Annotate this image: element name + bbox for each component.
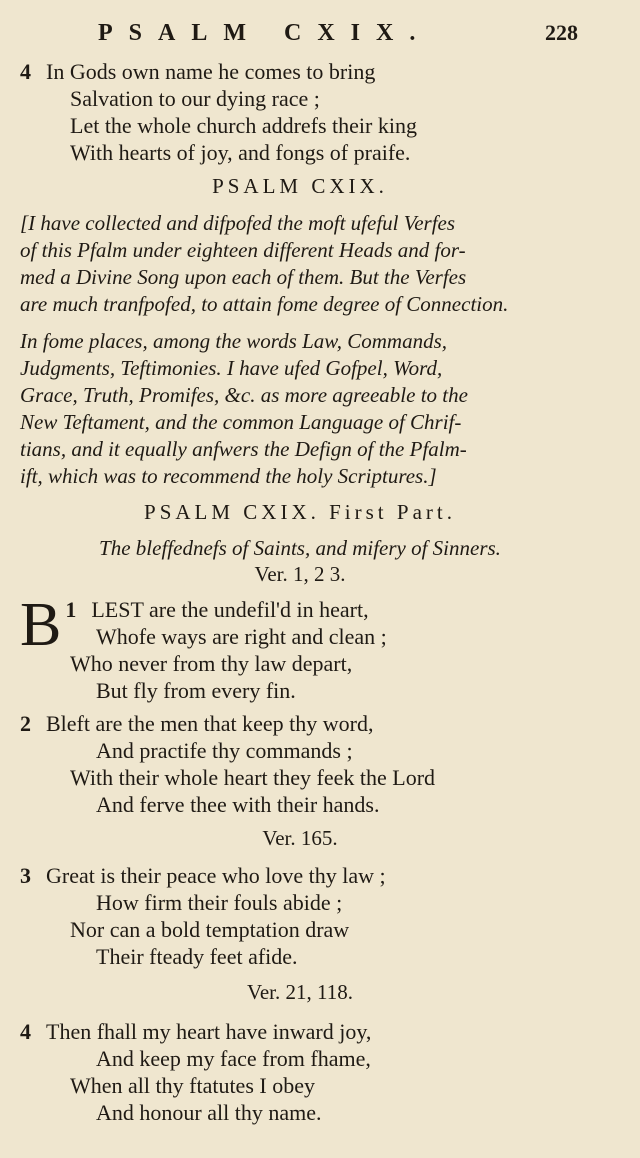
note-line: [I have collected and difpofed the moft ufeful Verfes — [20, 211, 456, 235]
stanza-top — [20, 58, 580, 166]
verse-line: Their fteady feet afide. — [96, 944, 298, 969]
verse-line: And honour all thy name. — [96, 1100, 322, 1125]
stanza-number: 4 — [20, 59, 31, 84]
verse-reference-3: Ver. 21, 118. — [247, 980, 353, 1004]
verse-line: Whofe ways are right and clean ; — [96, 624, 387, 649]
verse-line: Salvation to our dying race ; — [70, 86, 320, 111]
page-header — [0, 20, 640, 50]
page-number: 228 — [545, 20, 578, 45]
note-line: In fome places, among the words Law, Commands, — [20, 329, 447, 353]
running-head: PSALM CXIX. — [98, 20, 432, 46]
verse-reference-2: Ver. 165. — [262, 826, 338, 850]
verse-line: How firm their fouls abide ; — [96, 890, 343, 915]
verse-line: And practife thy commands ; — [96, 738, 353, 763]
psalm-subtitle: The bleffednefs of Saints, and mifery of Sinners. — [99, 536, 501, 560]
editor-note-2 — [20, 328, 580, 490]
verse-line: Nor can a bold temptation draw — [70, 917, 350, 942]
verse-line: With their whole heart they feek the Lord — [70, 765, 436, 790]
stanza-number: 1 — [65, 597, 77, 622]
verse-line: Let the whole church addrefs their king — [70, 113, 417, 138]
verse-line: Bleft are the men that keep thy word, — [46, 711, 374, 736]
note-line: Grace, Truth, Promifes, &c. as more agreeable to the — [20, 383, 468, 407]
verse-line: Then fhall my heart have inward joy, — [46, 1019, 372, 1044]
psalm-title-1: PSALM CXIX. — [212, 174, 388, 198]
stanza-number: 3 — [20, 863, 31, 888]
note-line: med a Divine Song upon each of them. But the Verfes — [20, 265, 467, 289]
stanza-number: 2 — [20, 711, 31, 736]
verse-reference-1: Ver. 1, 2 3. — [254, 562, 346, 586]
note-line: are much tranfpofed, to attain fome degree of Connection. — [20, 292, 509, 316]
stanza-number: 4 — [20, 1019, 31, 1044]
verse-line: LEST are the undefil'd in heart, — [91, 597, 369, 622]
verse-line: With hearts of joy, and fongs of praife. — [70, 140, 411, 165]
note-line: Judgments, Teftimonies. I have ufed Gofpel, Word, — [20, 356, 443, 380]
psalm-title-2: PSALM CXIX. First Part. — [144, 500, 456, 524]
stanza-4 — [20, 1018, 580, 1126]
stanza-1 — [20, 591, 580, 704]
note-line: tians, and it equally anfwers the Defign of the Pfalm- — [20, 437, 467, 461]
verse-line: And keep my face from fhame, — [96, 1046, 371, 1071]
drop-cap: B — [20, 591, 62, 659]
verse-line: But fly from every fin. — [96, 678, 296, 703]
stanza-2 — [20, 710, 580, 818]
note-line: New Teftament, and the common Language of Chrif- — [20, 410, 462, 434]
editor-note-1 — [20, 210, 580, 318]
verse-line: Great is their peace who love thy law ; — [46, 863, 386, 888]
stanza-3 — [20, 862, 580, 970]
verse-line: When all thy ftatutes I obey — [70, 1073, 315, 1098]
verse-line: In Gods own name he comes to bring — [46, 59, 376, 84]
verse-line: Who never from thy law depart, — [70, 651, 353, 676]
verse-line: And ferve thee with their hands. — [96, 792, 380, 817]
note-line: of this Pfalm under eighteen different Heads and for- — [20, 238, 466, 262]
note-line: ift, which was to recommend the holy Scriptures.] — [20, 464, 437, 488]
